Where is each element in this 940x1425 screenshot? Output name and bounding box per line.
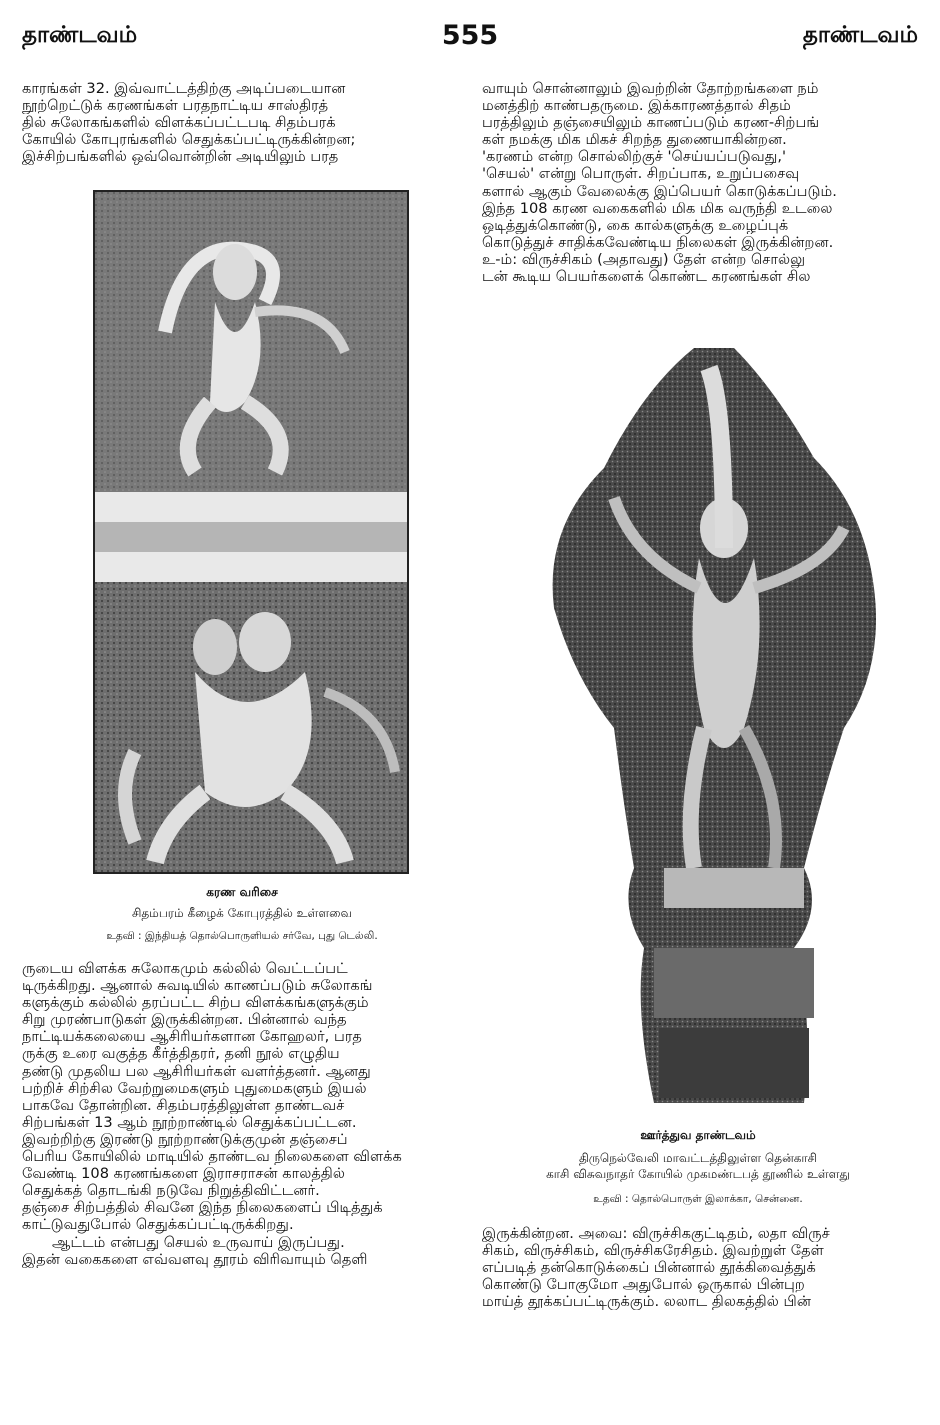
text-line: கொண்டு போகுமோ அதுபோல் ஒருகால் பின்புற xyxy=(482,1276,805,1294)
text-line: தில் சுலோகங்களில் விளக்கப்பட்டபடி சிதம்பரக் xyxy=(22,114,336,132)
text-line: செதுக்கத் தொடங்கி நடுவே நிறுத்திவிட்டனர். xyxy=(22,1182,320,1200)
right-column-top-text xyxy=(482,80,914,285)
text-line: வாயும் சொன்னாலும் இவற்றின் தோற்றங்களை நம் xyxy=(482,80,819,97)
right-column-bottom-text xyxy=(482,1225,914,1310)
text-line: ருக்கு உரை வகுத்த கீர்த்திதரர், தனி நூல் எழுதிய xyxy=(22,1045,340,1063)
text-line: பற்றிச் சிற்சில வேற்றுமைகளும் புதுமைகளும் இயல் xyxy=(22,1079,367,1097)
left-figure-credit: உதவி : இந்தியத் தொல்பொருளியல் சர்வே, புது டெல்லி. xyxy=(106,930,378,942)
right-figure-caption-title: ஊர்த்துவ தாண்டவம் xyxy=(640,1128,756,1142)
text-line: பாகவே தோன்றின. சிதம்பரத்திலுள்ள தாண்டவச் xyxy=(22,1096,345,1114)
text-line: இதன் வகைகளை எவ்வளவு தூரம் விரிவாயும் தெளி xyxy=(22,1250,368,1268)
text-line: சிறு முரண்பாடுகள் இருக்கின்றன. பின்னால் வந்த xyxy=(22,1011,347,1029)
text-line: கோயில் கோபுரங்களில் செதுக்கப்பட்டிருக்கின்றன; xyxy=(22,131,356,149)
text-line: மனத்திற் காண்பதருமை. இக்காரணத்தால் சிதம் xyxy=(482,97,791,115)
text-line: டிருக்கிறது. ஆனால் சுவடியில் காணப்படும் சுலோகங் xyxy=(22,977,373,995)
text-line: மாய்த் தூக்கப்பட்டிருக்கும். லலாட திலகத்தில் பின் xyxy=(482,1293,811,1311)
text-line: இவற்றிற்கு இரண்டு நூற்றாண்டுக்குமுன் தஞ்சைப் xyxy=(22,1130,348,1148)
right-figure-credit: உதவி : தொல்பொருள் இலாக்கா, சென்னை. xyxy=(593,1193,803,1205)
text-line: பரத்திலும் தஞ்சையிலும் காணப்படும் கரண-சிற்பங் xyxy=(482,114,820,132)
left-column-bottom-text xyxy=(22,960,462,1268)
text-line: நாட்டியக்கலையை ஆசிரியர்களான கோஹலர், பரத xyxy=(22,1028,362,1046)
text-line: சிற்பங்கள் 13 ஆம் நூற்றாண்டில் செதுக்கப்பட்டன. xyxy=(22,1113,357,1131)
right-figure-caption-line2: காசி விசுவநாதர் கோயில் முகமண்டபத் தூணில் உள்ளது xyxy=(546,1167,850,1181)
page-number: 555 xyxy=(441,20,499,51)
text-line: 'செயல்' என்று பொருள். சிறப்பாக, உறுப்பசைவு xyxy=(482,165,800,183)
text-line: காரங்கள் 32. இவ்வாட்டத்திற்கு அடிப்படையான xyxy=(22,80,346,97)
text-line: சிகம், விருச்சிகம், விருச்சிகரேசிதம். இவற்றுள் தேள் xyxy=(482,1242,824,1260)
text-line: இருக்கின்றன. அவை: விருச்சிககுட்டிதம், லதா விருச் xyxy=(482,1225,830,1242)
running-head-right: தாண்டவம் xyxy=(802,22,918,48)
text-line: ஒடித்துக்கொண்டு, கை கால்களுக்கு உழைப்புக் xyxy=(482,216,789,234)
text-line: கொடுத்துச் சாதிக்கவேண்டிய நிலைகள் இருக்கின்றன. xyxy=(482,233,834,251)
text-line: களால் ஆகும் வேலைக்கு இப்பெயர் கொடுக்கப்படும். xyxy=(482,182,837,200)
text-line: உ-ம்: விருச்சிகம் (அதாவது) தேள் என்ற சொல்லு xyxy=(482,250,806,268)
karana-sculpture-photo xyxy=(93,190,409,874)
text-line: தண்டு முதலிய பல ஆசிரியர்கள் வளர்த்தனர். ஆனது xyxy=(22,1062,371,1080)
running-head-left: தாண்டவம் xyxy=(22,22,138,48)
text-line: 'கரணம் என்ற சொல்லிற்குச் 'செய்யப்படுவது,' xyxy=(482,148,787,166)
text-line: எப்படித் தன்கொடுக்கைப் பின்னால் தூக்கிவைத்துக் xyxy=(482,1259,816,1277)
text-line: நூற்றெட்டுக் கரணங்கள் பரதநாட்டிய சாஸ்திரத் xyxy=(22,97,329,115)
text-line: ருடைய விளக்க சுலோகமும் கல்லில் வெட்டப்பட் xyxy=(22,960,348,977)
right-figure-caption-line1: திருநெல்வேலி மாவட்டத்திலுள்ள தென்காசி xyxy=(578,1151,818,1165)
text-line: பெரிய கோயிலில் மாடியில் தாண்டவ நிலைகளை விளக்க xyxy=(22,1148,402,1166)
text-line: காட்டுவதுபோல் செதுக்கப்பட்டிருக்கிறது. xyxy=(22,1216,294,1234)
left-figure-caption-subtitle: சிதம்பரம் கீழைக் கோபுரத்தில் உள்ளவை xyxy=(131,906,353,920)
urdhva-tandava-photo xyxy=(524,348,904,1103)
pillar-sculpture-illustration xyxy=(524,348,904,1103)
text-line: தஞ்சை சிற்பத்தில் சிவனே இந்த நிலைகளைப் பிடித்துக் xyxy=(22,1199,383,1217)
text-line: கள் நமக்கு மிக மிகச் சிறந்த துணையாகின்றன. xyxy=(482,131,787,149)
left-column-top-text xyxy=(22,80,462,165)
text-line: இச்சிற்பங்களில் ஒவ்வொன்றின் அடியிலும் பரத xyxy=(22,148,339,166)
text-line: இந்த 108 கரண வகைகளில் மிக மிக வருந்தி உடலை xyxy=(482,199,833,217)
text-line: ஆட்டம் என்பது செயல் உருவாய் இருப்பது. xyxy=(52,1233,345,1251)
text-line: வேண்டி 108 கரணங்களை இராசராசன் காலத்தில் xyxy=(22,1165,345,1183)
sculpture-illustration xyxy=(95,192,407,872)
text-line: களுக்கும் கல்லில் தரப்பட்ட சிற்ப விளக்கங்களுக்கும் xyxy=(22,994,369,1012)
text-line: டன் கூடிய பெயர்களைக் கொண்ட கரணங்கள் சில xyxy=(482,268,811,286)
left-figure-caption-title: கரண வரிசை xyxy=(206,885,278,899)
